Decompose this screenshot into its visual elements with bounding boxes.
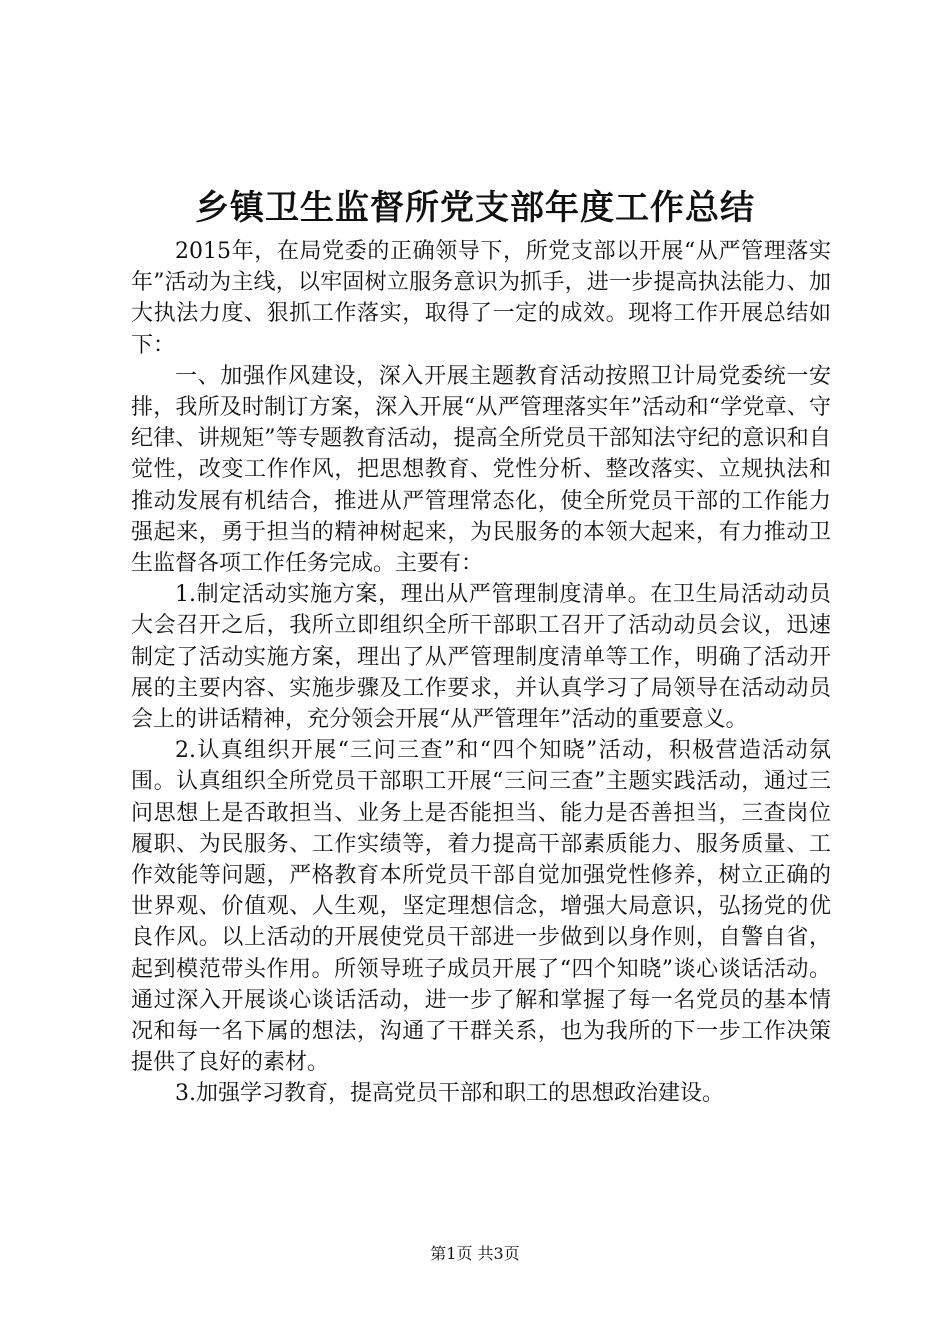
page-number-footer: 第1页 共3页 xyxy=(430,1244,520,1263)
paragraph-item-1: 1.制定活动实施方案，理出从严管理制度清单。在卫生局活动动员大会召开之后，我所立即组织全所干部职工召开了活动动员会议，迅速制定了活动实施方案，理出了从严管理制度清单等工作，明确了活动开展的主要内容、实施步骤及工作要求，并认真学习了局领导在活动动员会上的讲话精神，充分领会开展“从严管理年”活动的重要意义。 xyxy=(131,582,831,733)
document-title: 乡镇卫生监督所党支部年度工作总结 xyxy=(195,188,755,228)
paragraph-item-3: 3.加强学习教育，提高党员干部和职工的思想政治建设。 xyxy=(175,1081,724,1107)
document-body xyxy=(131,236,831,1110)
paragraph-section-1: 一、加强作风建设，深入开展主题教育活动按照卫计局党委统一安排，我所及时制订方案，深入开展“从严管理落实年”活动和“学党章、守纪律、讲规矩”等专题教育活动，提高全所党员干部知法守纪的意识和自觉性，改变工作作风，把思想教育、党性分析、整改落实、立规执法和推动发展有机结合，推进从严管理常态化，使全所党员干部的工作能力强起来，勇于担当的精神树起来，为民服务的本领大起来，有力推动卫生监督各项工作任务完成。主要有： xyxy=(131,363,831,577)
paragraph-item-2: 2.认真组织开展“三问三查”和“四个知晓”活动，积极营造活动氛围。认真组织全所党员干部职工开展“三问三查”主题实践活动，通过三问思想上是否敢担当、业务上是否能担当、能力是否善担当，三查岗位履职、为民服务、工作实绩等，着力提高干部素质能力、服务质量、工作效能等问题，严格教育本所党员干部自觉加强党性修养，树立正确的世界观、价值观、人生观，坚定理想信念，增强大局意识，弘扬党的优良作风。以上活动的开展使党员干部进一步做到以身作则，自警自省，起到模范带头作用。所领导班子成员开展了“四个知晓”谈心谈话活动。通过深入开展谈心谈话活动，进一步了解和掌握了每一名党员的基本情况和每一名下属的想法，沟通了干群关系，也为我所的下一步工作决策提供了良好的素材。 xyxy=(131,738,831,1076)
paragraph-intro: 2015年，在局党委的正确领导下，所党支部以开展“从严管理落实年”活动为主线，以牢固树立服务意识为抓手，进一步提高执法能力、加大执法力度、狠抓工作落实，取得了一定的成效。现将工作开展总结如下： xyxy=(131,239,831,358)
